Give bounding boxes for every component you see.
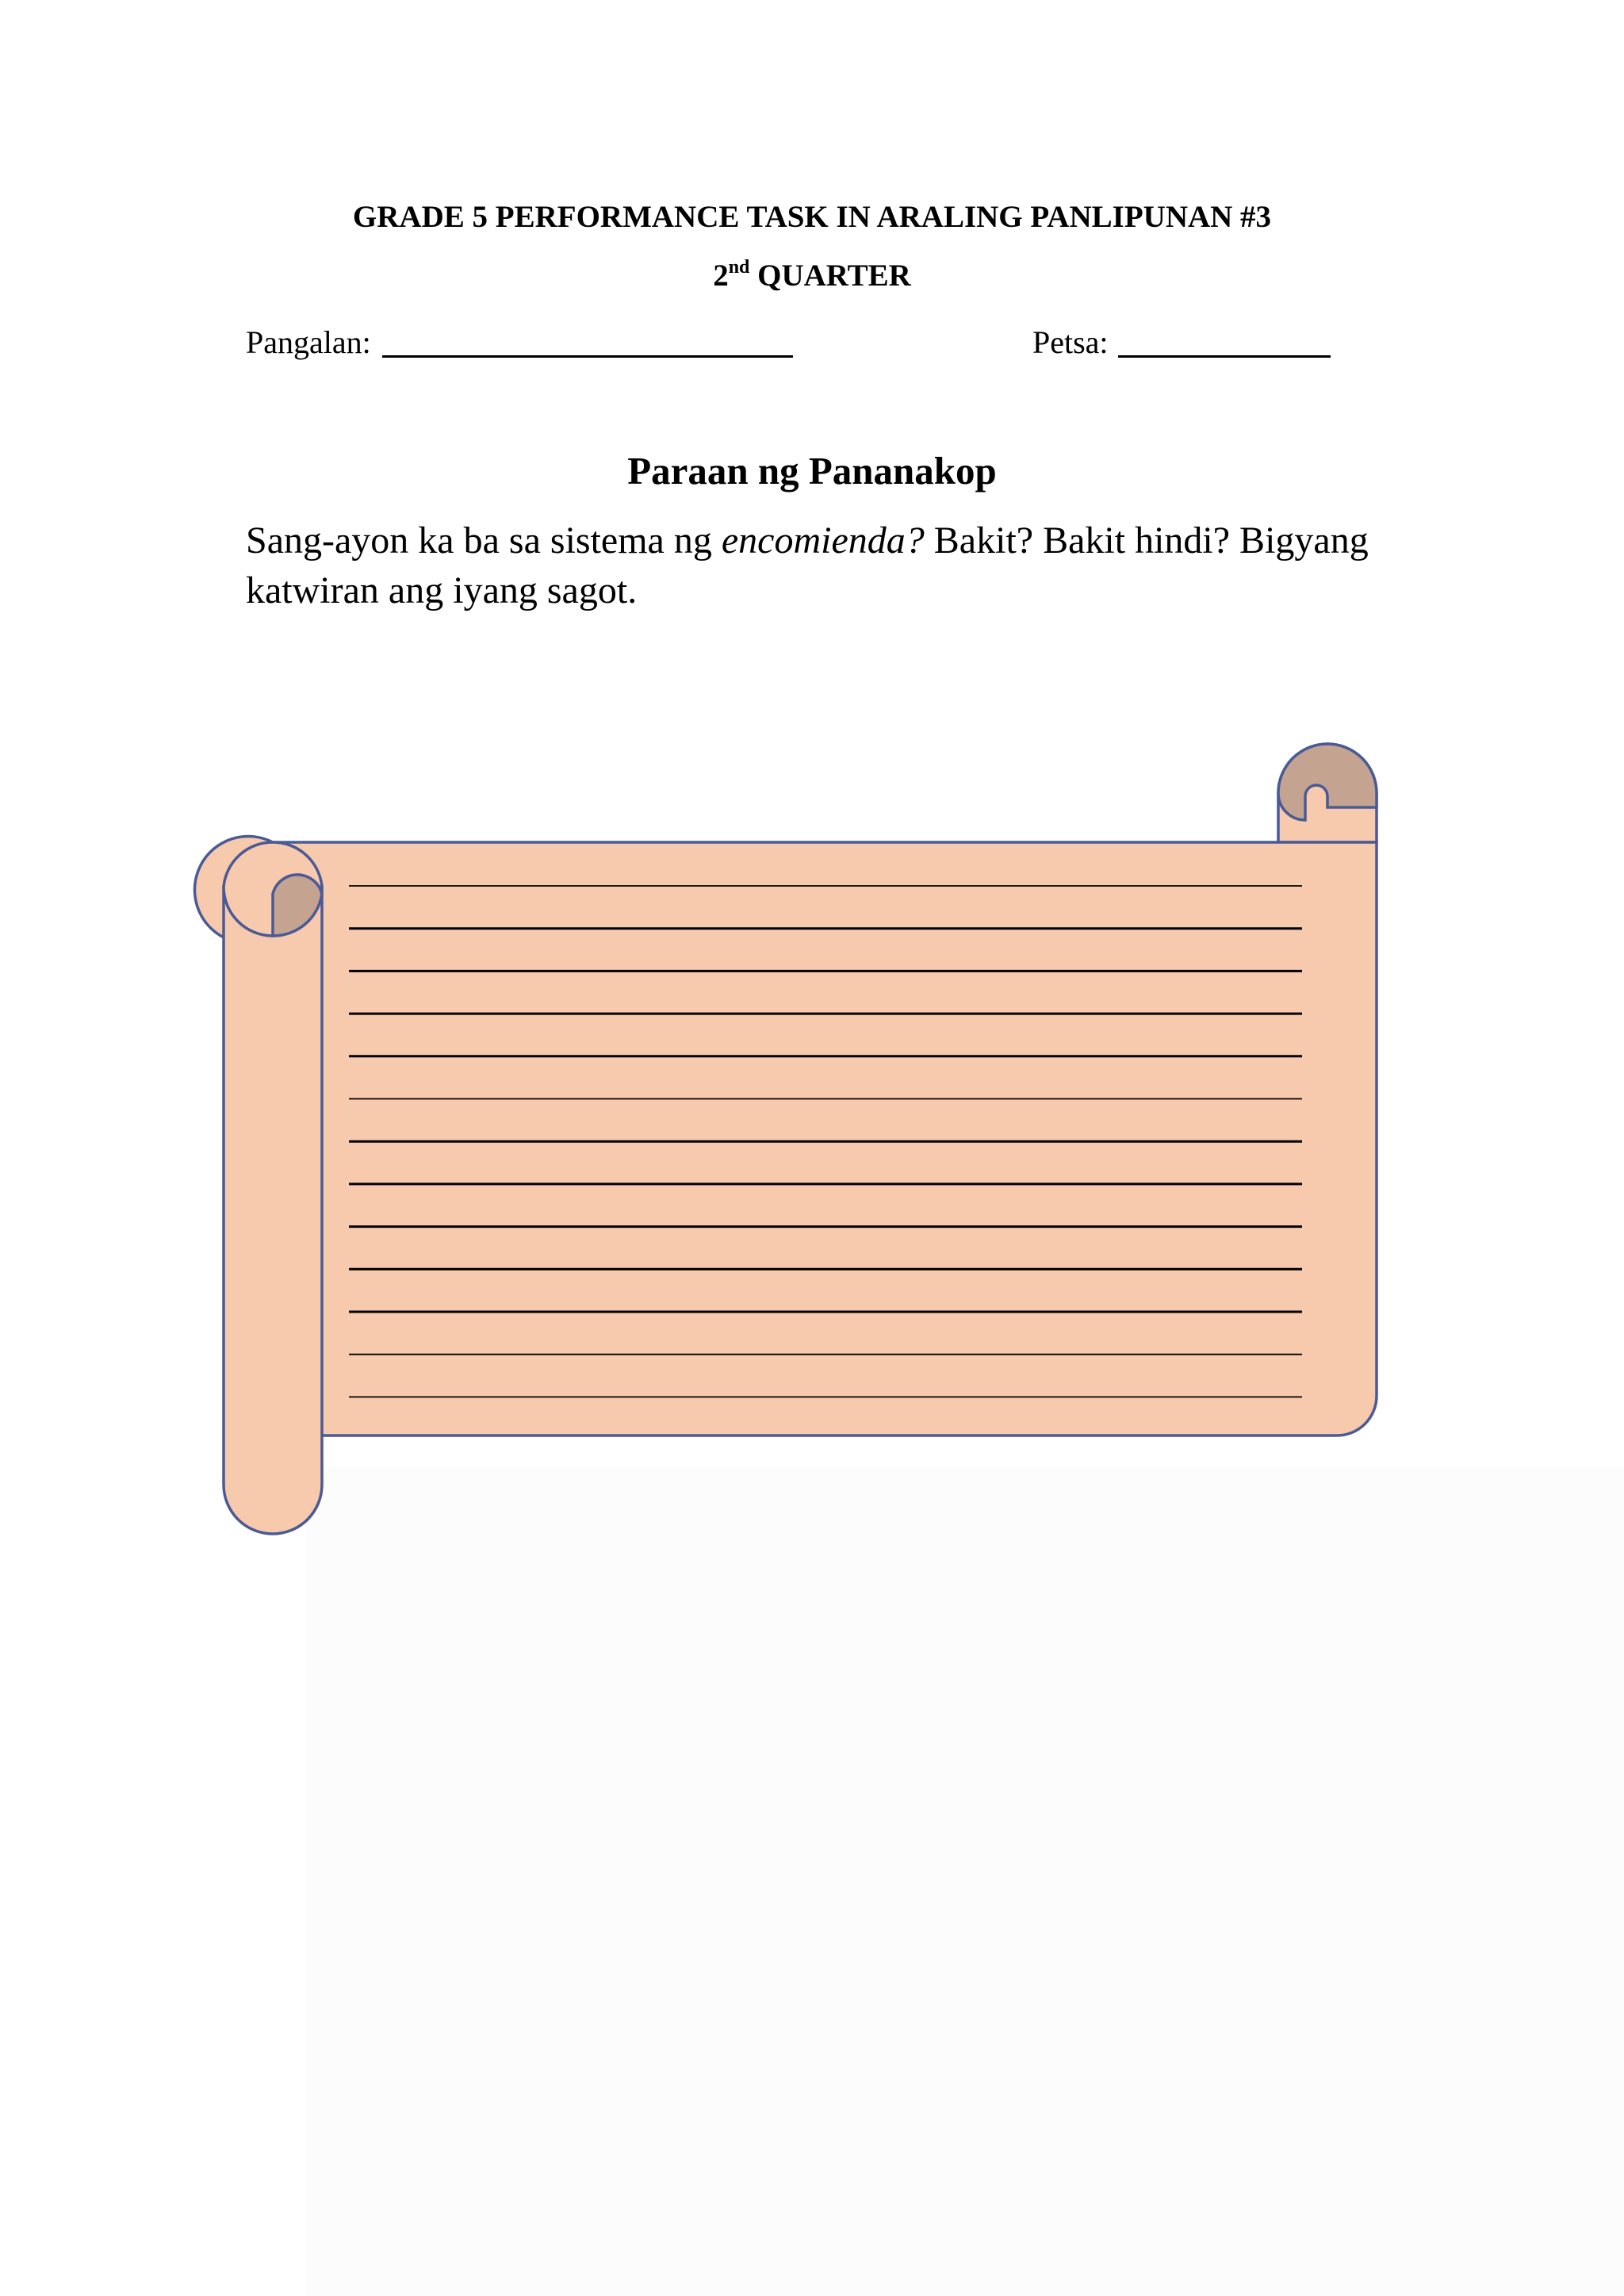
question-part-1: Sang-ayon ka ba sa sistema ng	[246, 519, 722, 562]
question-part-2: Bakit? Bakit hindi? Bigyang	[924, 519, 1369, 562]
quarter-word: QUARTER	[757, 259, 911, 293]
worksheet-title: GRADE 5 PERFORMANCE TASK IN ARALING PANLIPUNAN #3	[352, 200, 1272, 234]
name-label: Pangalan:	[246, 324, 371, 360]
quarter-ordinal-suffix: nd	[728, 257, 750, 278]
question-italic-term: encomienda?	[721, 519, 925, 562]
scroll-right-roll	[1278, 744, 1377, 842]
scroll-body	[194, 836, 1377, 1435]
quarter-number: 2	[713, 259, 729, 293]
question-line-2: katwiran ang iyang sagot.	[246, 569, 638, 611]
section-title: Paraan ng Pananakop	[627, 449, 997, 493]
date-label: Petsa:	[1032, 324, 1109, 360]
scroll-left-roll	[224, 842, 322, 1534]
scroll-right-curl	[1278, 744, 1377, 820]
